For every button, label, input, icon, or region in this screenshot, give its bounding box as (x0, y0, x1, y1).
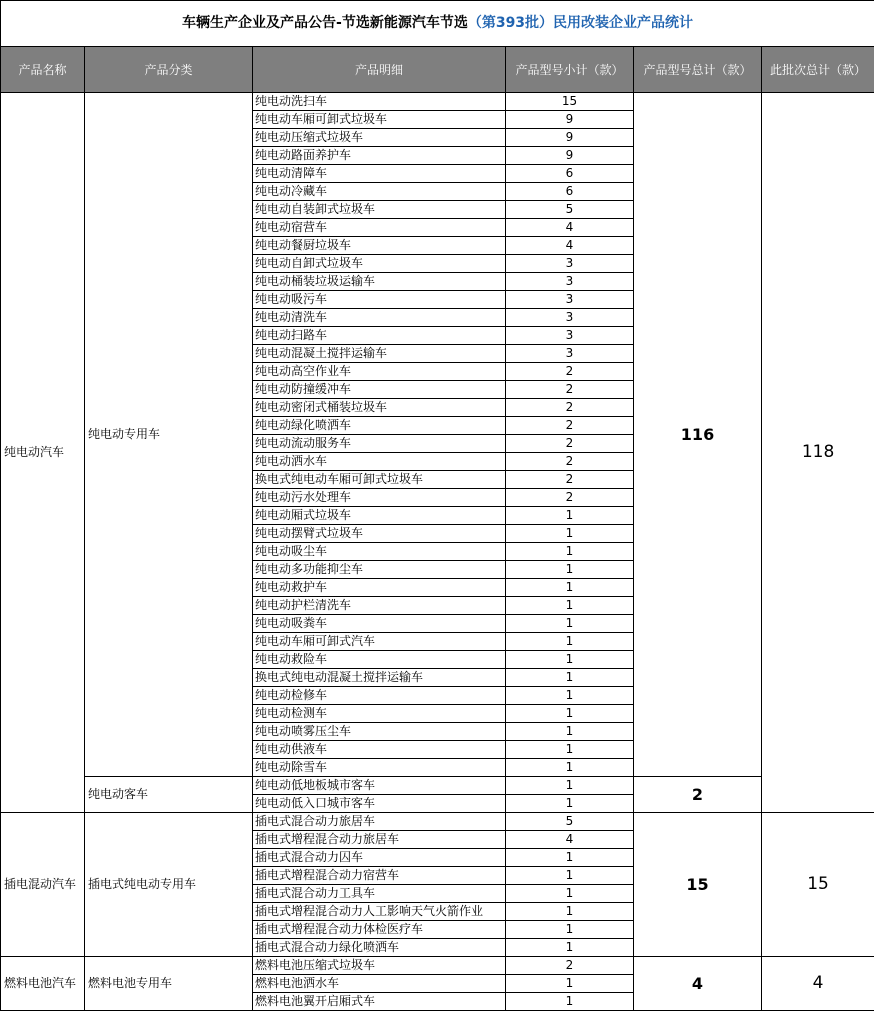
title-batch: （第393批）民用改装企业产品统计 (467, 15, 694, 31)
model-subtotal-cell: 1 (506, 597, 634, 615)
product-detail-cell: 纯电动吸尘车 (253, 543, 506, 561)
product-detail-cell: 纯电动密闭式桶装垃圾车 (253, 399, 506, 417)
model-subtotal-cell: 1 (506, 993, 634, 1011)
model-subtotal-cell: 1 (506, 651, 634, 669)
model-subtotal-cell: 1 (506, 687, 634, 705)
product-detail-cell: 纯电动吸污车 (253, 291, 506, 309)
model-subtotal-cell: 5 (506, 201, 634, 219)
model-subtotal-cell: 2 (506, 363, 634, 381)
product-detail-cell: 纯电动检测车 (253, 705, 506, 723)
model-subtotal-cell: 2 (506, 453, 634, 471)
product-category-cell: 燃料电池专用车 (85, 957, 253, 1011)
model-subtotal-cell: 5 (506, 813, 634, 831)
product-detail-cell: 纯电动低入口城市客车 (253, 795, 506, 813)
product-detail-cell: 纯电动车厢可卸式汽车 (253, 633, 506, 651)
product-category-cell: 纯电动专用车 (85, 93, 253, 777)
product-detail-cell: 纯电动绿化喷洒车 (253, 417, 506, 435)
product-detail-cell: 插电式混合动力囚车 (253, 849, 506, 867)
model-subtotal-cell: 1 (506, 885, 634, 903)
product-detail-cell: 纯电动救险车 (253, 651, 506, 669)
model-subtotal-cell: 1 (506, 615, 634, 633)
product-detail-cell: 纯电动防撞缓冲车 (253, 381, 506, 399)
product-detail-cell: 纯电动供液车 (253, 741, 506, 759)
product-detail-cell: 换电式纯电动混凝土搅拌运输车 (253, 669, 506, 687)
model-subtotal-cell: 3 (506, 291, 634, 309)
model-subtotal-cell: 1 (506, 849, 634, 867)
model-total-cell: 116 (634, 93, 762, 777)
product-detail-cell: 纯电动流动服务车 (253, 435, 506, 453)
product-detail-cell: 纯电动除雪车 (253, 759, 506, 777)
model-total-cell: 4 (634, 957, 762, 1011)
product-detail-cell: 燃料电池洒水车 (253, 975, 506, 993)
product-detail-cell: 纯电动压缩式垃圾车 (253, 129, 506, 147)
product-detail-cell: 燃料电池翼开启厢式车 (253, 993, 506, 1011)
product-detail-cell: 纯电动洗扫车 (253, 93, 506, 111)
product-detail-cell: 纯电动厢式垃圾车 (253, 507, 506, 525)
product-detail-cell: 纯电动自卸式垃圾车 (253, 255, 506, 273)
model-subtotal-cell: 2 (506, 399, 634, 417)
batch-total-cell: 4 (762, 957, 874, 1011)
product-detail-cell: 纯电动高空作业车 (253, 363, 506, 381)
header-batch-total: 此批次总计（款） (762, 47, 874, 93)
product-detail-cell: 纯电动餐厨垃圾车 (253, 237, 506, 255)
product-detail-cell: 纯电动喷雾压尘车 (253, 723, 506, 741)
product-detail-cell: 纯电动护栏清洗车 (253, 597, 506, 615)
product-detail-cell: 插电式增程混合动力宿营车 (253, 867, 506, 885)
model-subtotal-cell: 1 (506, 975, 634, 993)
batch-total-cell: 118 (762, 93, 874, 813)
model-subtotal-cell: 2 (506, 435, 634, 453)
product-detail-cell: 纯电动混凝土搅拌运输车 (253, 345, 506, 363)
product-detail-cell: 纯电动救护车 (253, 579, 506, 597)
product-detail-cell: 纯电动摆臂式垃圾车 (253, 525, 506, 543)
product-detail-cell: 换电式纯电动车厢可卸式垃圾车 (253, 471, 506, 489)
title-row (1, 1, 874, 47)
model-subtotal-cell: 1 (506, 759, 634, 777)
header-model-total: 产品型号总计（款） (634, 47, 762, 93)
model-subtotal-cell: 1 (506, 777, 634, 795)
model-total-cell: 15 (634, 813, 762, 957)
product-name-cell: 纯电动汽车 (1, 93, 85, 813)
product-detail-cell: 插电式混合动力绿化喷洒车 (253, 939, 506, 957)
model-subtotal-cell: 4 (506, 237, 634, 255)
product-detail-cell: 纯电动扫路车 (253, 327, 506, 345)
model-subtotal-cell: 2 (506, 417, 634, 435)
product-detail-cell: 插电式增程混合动力旅居车 (253, 831, 506, 849)
product-detail-cell: 插电式增程混合动力人工影响天气火箭作业 (253, 903, 506, 921)
product-detail-cell: 纯电动清障车 (253, 165, 506, 183)
model-subtotal-cell: 1 (506, 705, 634, 723)
product-detail-cell: 插电式混合动力旅居车 (253, 813, 506, 831)
model-subtotal-cell: 1 (506, 525, 634, 543)
model-subtotal-cell: 9 (506, 129, 634, 147)
product-category-cell: 纯电动客车 (85, 777, 253, 813)
model-subtotal-cell: 3 (506, 255, 634, 273)
product-detail-cell: 纯电动冷藏车 (253, 183, 506, 201)
model-subtotal-cell: 6 (506, 183, 634, 201)
model-subtotal-cell: 2 (506, 471, 634, 489)
model-subtotal-cell: 1 (506, 903, 634, 921)
header-model-subtotal: 产品型号小计（款） (506, 47, 634, 93)
model-subtotal-cell: 4 (506, 831, 634, 849)
model-subtotal-cell: 1 (506, 795, 634, 813)
model-subtotal-cell: 1 (506, 921, 634, 939)
product-name-cell: 插电混动汽车 (1, 813, 85, 957)
product-detail-cell: 纯电动多功能抑尘车 (253, 561, 506, 579)
product-detail-cell: 纯电动吸粪车 (253, 615, 506, 633)
table-row (1, 93, 874, 111)
product-detail-cell: 纯电动低地板城市客车 (253, 777, 506, 795)
product-detail-cell: 插电式增程混合动力体检医疗车 (253, 921, 506, 939)
table-row (1, 813, 874, 831)
model-subtotal-cell: 2 (506, 957, 634, 975)
header-product-category: 产品分类 (85, 47, 253, 93)
product-detail-cell: 插电式混合动力工具车 (253, 885, 506, 903)
model-subtotal-cell: 9 (506, 147, 634, 165)
batch-total-cell: 15 (762, 813, 874, 957)
model-subtotal-cell: 3 (506, 345, 634, 363)
model-subtotal-cell: 2 (506, 489, 634, 507)
product-detail-cell: 纯电动宿营车 (253, 219, 506, 237)
model-subtotal-cell: 1 (506, 867, 634, 885)
product-detail-cell: 纯电动检修车 (253, 687, 506, 705)
product-detail-cell: 燃料电池压缩式垃圾车 (253, 957, 506, 975)
header-product-name: 产品名称 (1, 47, 85, 93)
header-row (1, 47, 874, 93)
model-subtotal-cell: 1 (506, 939, 634, 957)
model-subtotal-cell: 15 (506, 93, 634, 111)
model-subtotal-cell: 2 (506, 381, 634, 399)
table-row (1, 957, 874, 975)
product-detail-cell: 纯电动自装卸式垃圾车 (253, 201, 506, 219)
model-subtotal-cell: 3 (506, 273, 634, 291)
product-name-cell: 燃料电池汽车 (1, 957, 85, 1011)
model-subtotal-cell: 4 (506, 219, 634, 237)
product-detail-cell: 纯电动污水处理车 (253, 489, 506, 507)
product-detail-cell: 纯电动路面养护车 (253, 147, 506, 165)
header-product-detail: 产品明细 (253, 47, 506, 93)
model-subtotal-cell: 9 (506, 111, 634, 129)
product-detail-cell: 纯电动桶装垃圾运输车 (253, 273, 506, 291)
model-subtotal-cell: 1 (506, 669, 634, 687)
product-detail-cell: 纯电动洒水车 (253, 453, 506, 471)
product-category-cell: 插电式纯电动专用车 (85, 813, 253, 957)
table-row (1, 777, 874, 795)
model-subtotal-cell: 1 (506, 723, 634, 741)
product-detail-cell: 纯电动车厢可卸式垃圾车 (253, 111, 506, 129)
product-detail-cell: 纯电动清洗车 (253, 309, 506, 327)
model-subtotal-cell: 3 (506, 327, 634, 345)
model-subtotal-cell: 1 (506, 579, 634, 597)
model-subtotal-cell: 6 (506, 165, 634, 183)
model-subtotal-cell: 3 (506, 309, 634, 327)
model-subtotal-cell: 1 (506, 741, 634, 759)
table-title (1, 1, 874, 47)
model-subtotal-cell: 1 (506, 507, 634, 525)
table-body (1, 93, 874, 1011)
model-subtotal-cell: 1 (506, 561, 634, 579)
model-subtotal-cell: 1 (506, 633, 634, 651)
model-subtotal-cell: 1 (506, 543, 634, 561)
model-total-cell: 2 (634, 777, 762, 813)
title-main: 车辆生产企业及产品公告-节选新能源汽车节选 (182, 15, 468, 31)
